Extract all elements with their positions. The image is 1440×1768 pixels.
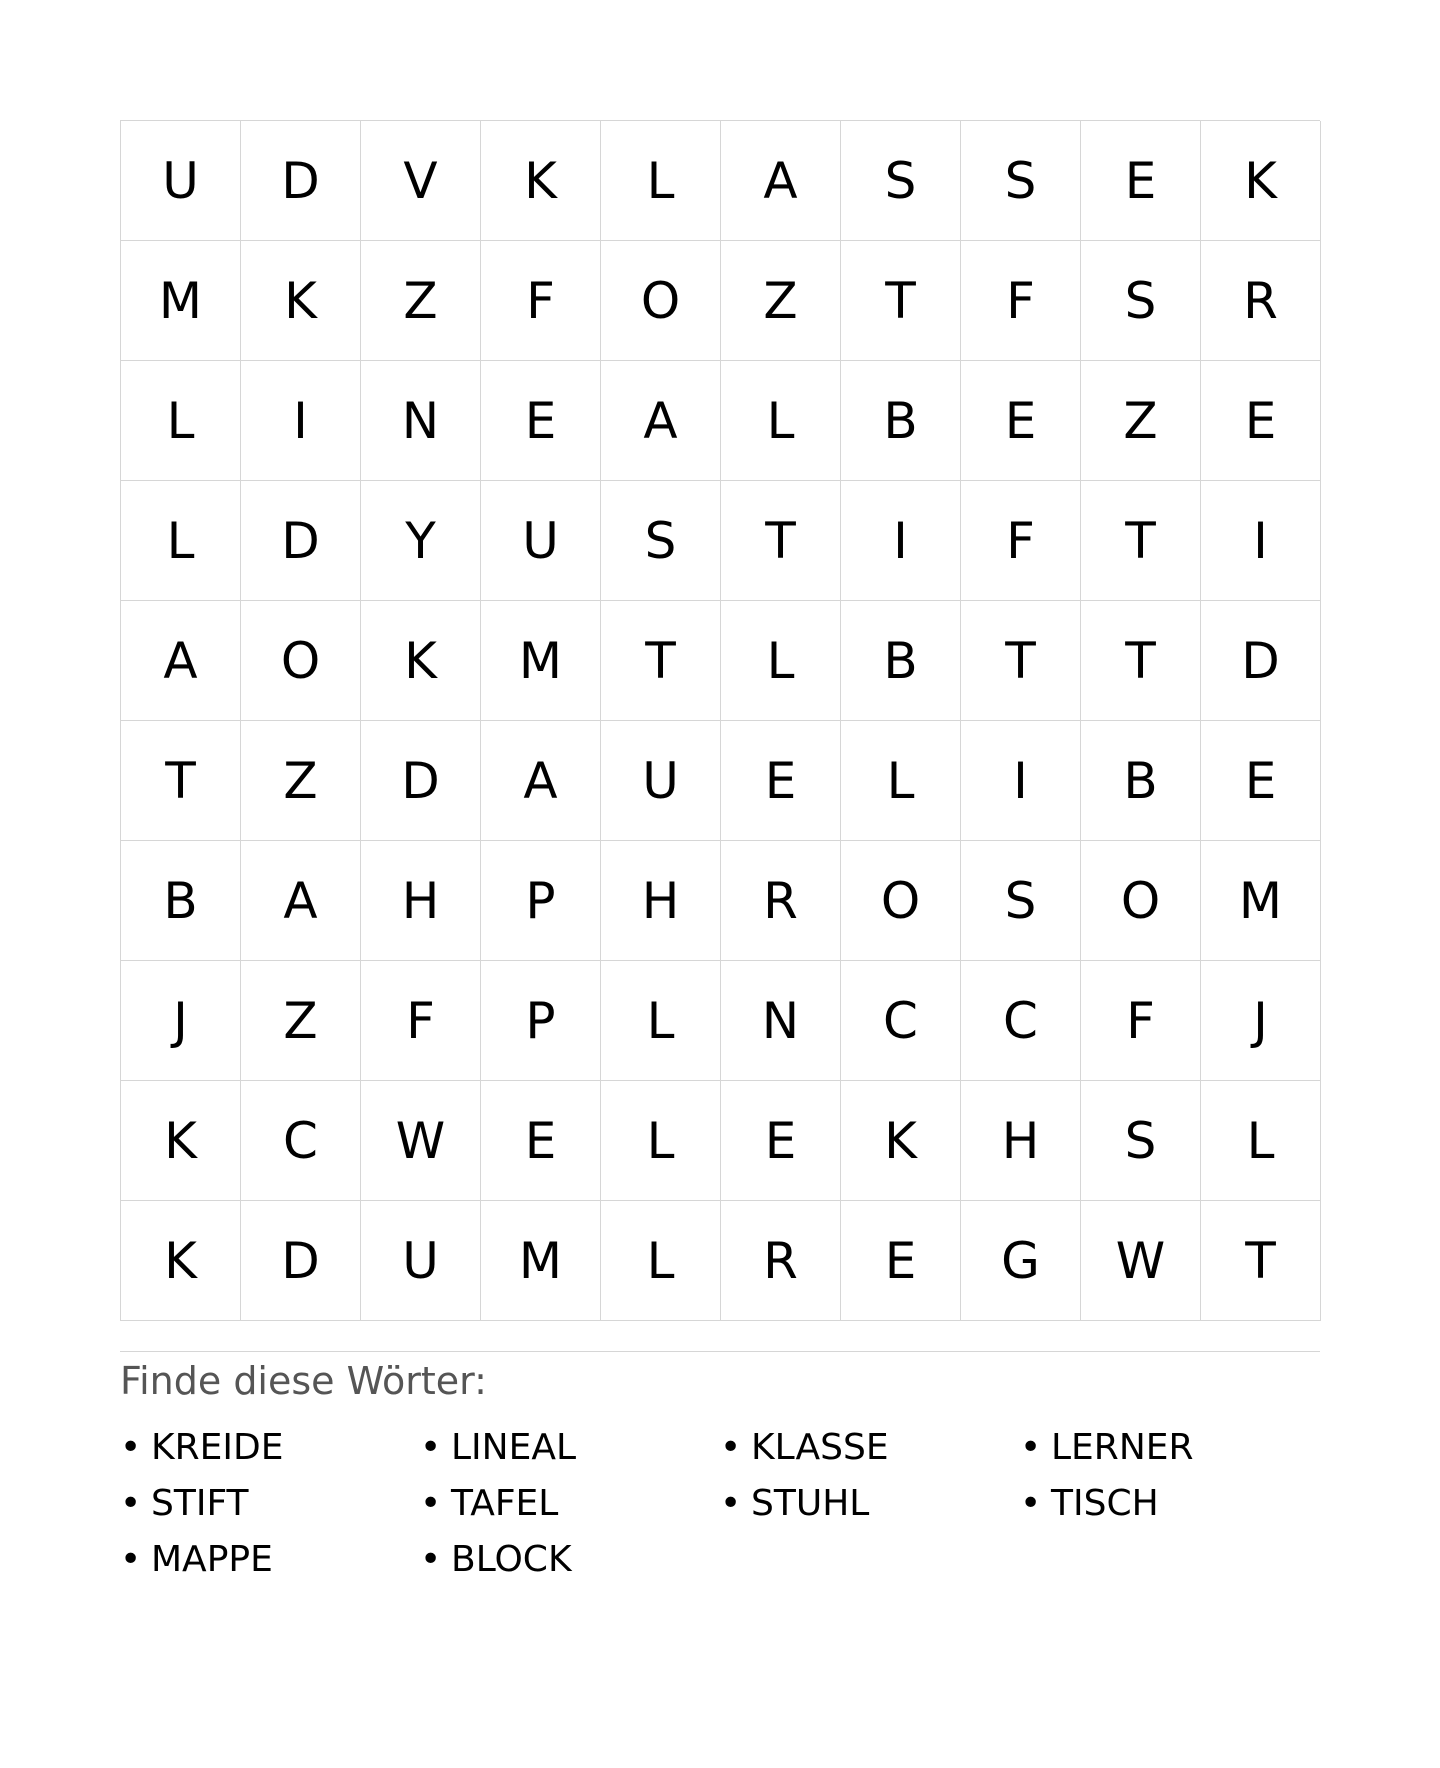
grid-cell-r6-c2[interactable]: Z [241,721,361,841]
grid-cell-r6-c1[interactable]: T [121,721,241,841]
grid-cell-r10-c1[interactable]: K [121,1201,241,1321]
grid-cell-r8-c10[interactable]: J [1201,961,1321,1081]
word-item-stuhl [720,1476,1020,1532]
grid-cell-r10-c8[interactable]: G [961,1201,1081,1321]
grid-cell-r5-c5[interactable]: T [601,601,721,721]
grid-cell-r8-c4[interactable]: P [481,961,601,1081]
grid-cell-r1-c5[interactable]: L [601,121,721,241]
word-item-klasse [720,1420,1020,1476]
word-item-block [420,1532,720,1588]
grid-cell-r6-c5[interactable]: U [601,721,721,841]
letter-grid [120,120,1320,1321]
grid-cell-r6-c8[interactable]: I [961,721,1081,841]
grid-cell-r2-c2[interactable]: K [241,241,361,361]
grid-cell-r2-c10[interactable]: R [1201,241,1321,361]
grid-cell-r10-c3[interactable]: U [361,1201,481,1321]
bullet-icon: • [1020,1427,1042,1468]
grid-cell-r6-c6[interactable]: E [721,721,841,841]
grid-cell-r2-c7[interactable]: T [841,241,961,361]
grid-cell-r4-c1[interactable]: L [121,481,241,601]
grid-cell-r7-c7[interactable]: O [841,841,961,961]
bullet-icon: • [420,1483,442,1524]
grid-cell-r4-c6[interactable]: T [721,481,841,601]
grid-cell-r3-c10[interactable]: E [1201,361,1321,481]
bullet-icon: • [420,1427,442,1468]
grid-cell-r4-c2[interactable]: D [241,481,361,601]
grid-cell-r2-c6[interactable]: Z [721,241,841,361]
grid-cell-r1-c1[interactable]: U [121,121,241,241]
grid-cell-r3-c4[interactable]: E [481,361,601,481]
divider [120,1351,1320,1352]
grid-cell-r5-c8[interactable]: T [961,601,1081,721]
grid-cell-r9-c10[interactable]: L [1201,1081,1321,1201]
word-item-tafel [420,1476,720,1532]
grid-cell-r1-c7[interactable]: S [841,121,961,241]
grid-cell-r4-c10[interactable]: I [1201,481,1321,601]
grid-cell-r9-c1[interactable]: K [121,1081,241,1201]
grid-cell-r10-c5[interactable]: L [601,1201,721,1321]
grid-cell-r7-c8[interactable]: S [961,841,1081,961]
word-item-kreide [120,1420,420,1476]
word-label: LINEAL [451,1427,577,1468]
bullet-icon: • [120,1483,142,1524]
grid-cell-r1-c10[interactable]: K [1201,121,1321,241]
grid-cell-r1-c4[interactable]: K [481,121,601,241]
grid-cell-r10-c4[interactable]: M [481,1201,601,1321]
grid-cell-r5-c3[interactable]: K [361,601,481,721]
grid-cell-r3-c9[interactable]: Z [1081,361,1201,481]
grid-cell-r7-c4[interactable]: P [481,841,601,961]
grid-cell-r4-c3[interactable]: Y [361,481,481,601]
bullet-icon: • [120,1539,142,1580]
grid-cell-r1-c9[interactable]: E [1081,121,1201,241]
word-label: MAPPE [151,1539,273,1580]
grid-cell-r7-c1[interactable]: B [121,841,241,961]
grid-cell-r9-c2[interactable]: C [241,1081,361,1201]
grid-cell-r2-c1[interactable]: M [121,241,241,361]
grid-cell-r9-c3[interactable]: W [361,1081,481,1201]
grid-cell-r2-c5[interactable]: O [601,241,721,361]
word-label: BLOCK [451,1539,572,1580]
word-label: TISCH [1051,1483,1159,1524]
grid-cell-r10-c9[interactable]: W [1081,1201,1201,1321]
grid-cell-r5-c9[interactable]: T [1081,601,1201,721]
grid-cell-r3-c6[interactable]: L [721,361,841,481]
grid-cell-r5-c4[interactable]: M [481,601,601,721]
grid-cell-r8-c6[interactable]: N [721,961,841,1081]
grid-cell-r8-c1[interactable]: J [121,961,241,1081]
grid-cell-r6-c7[interactable]: L [841,721,961,841]
grid-cell-r8-c7[interactable]: C [841,961,961,1081]
grid-cell-r7-c6[interactable]: R [721,841,841,961]
grid-cell-r4-c5[interactable]: S [601,481,721,601]
word-label: LERNER [1051,1427,1194,1468]
word-item-lerner [1020,1420,1320,1476]
grid-cell-r6-c9[interactable]: B [1081,721,1201,841]
grid-cell-r9-c5[interactable]: L [601,1081,721,1201]
word-label: STUHL [751,1483,870,1524]
grid-cell-r5-c2[interactable]: O [241,601,361,721]
grid-cell-r4-c4[interactable]: U [481,481,601,601]
grid-cell-r6-c4[interactable]: A [481,721,601,841]
grid-cell-r9-c8[interactable]: H [961,1081,1081,1201]
word-item-tisch [1020,1476,1320,1532]
grid-cell-r6-c10[interactable]: E [1201,721,1321,841]
grid-cell-r2-c4[interactable]: F [481,241,601,361]
grid-cell-r5-c10[interactable]: D [1201,601,1321,721]
grid-cell-r3-c7[interactable]: B [841,361,961,481]
grid-cell-r1-c2[interactable]: D [241,121,361,241]
word-label: STIFT [151,1483,249,1524]
grid-cell-r10-c7[interactable]: E [841,1201,961,1321]
grid-cell-r4-c9[interactable]: T [1081,481,1201,601]
grid-cell-r8-c2[interactable]: Z [241,961,361,1081]
bullet-icon: • [720,1483,742,1524]
grid-cell-r6-c3[interactable]: D [361,721,481,841]
grid-cell-r2-c8[interactable]: F [961,241,1081,361]
bullet-icon: • [720,1427,742,1468]
grid-cell-r7-c9[interactable]: O [1081,841,1201,961]
grid-cell-r2-c3[interactable]: Z [361,241,481,361]
word-item-lineal [420,1420,720,1476]
bullet-icon: • [1020,1483,1042,1524]
grid-cell-r10-c2[interactable]: D [241,1201,361,1321]
grid-cell-r8-c3[interactable]: F [361,961,481,1081]
grid-cell-r10-c10[interactable]: T [1201,1201,1321,1321]
grid-cell-r1-c8[interactable]: S [961,121,1081,241]
grid-cell-r3-c3[interactable]: N [361,361,481,481]
word-list [120,1420,1320,1588]
bullet-icon: • [120,1427,142,1468]
grid-cell-r7-c10[interactable]: M [1201,841,1321,961]
word-list-title: Finde diese Wörter: [120,1359,487,1403]
grid-cell-r3-c5[interactable]: A [601,361,721,481]
grid-cell-r9-c4[interactable]: E [481,1081,601,1201]
grid-cell-r8-c9[interactable]: F [1081,961,1201,1081]
grid-cell-r3-c2[interactable]: I [241,361,361,481]
grid-cell-r4-c7[interactable]: I [841,481,961,601]
grid-cell-r4-c8[interactable]: F [961,481,1081,601]
grid-cell-r7-c3[interactable]: H [361,841,481,961]
grid-cell-r5-c7[interactable]: B [841,601,961,721]
word-search-page [120,120,1320,1588]
word-label: KREIDE [151,1427,284,1468]
bullet-icon: • [420,1539,442,1580]
grid-cell-r1-c3[interactable]: V [361,121,481,241]
grid-cell-r5-c1[interactable]: A [121,601,241,721]
grid-cell-r9-c9[interactable]: S [1081,1081,1201,1201]
grid-cell-r10-c6[interactable]: R [721,1201,841,1321]
grid-cell-r8-c8[interactable]: C [961,961,1081,1081]
grid-cell-r9-c6[interactable]: E [721,1081,841,1201]
grid-cell-r3-c1[interactable]: L [121,361,241,481]
grid-cell-r2-c9[interactable]: S [1081,241,1201,361]
grid-cell-r8-c5[interactable]: L [601,961,721,1081]
grid-cell-r9-c7[interactable]: K [841,1081,961,1201]
grid-cell-r7-c5[interactable]: H [601,841,721,961]
word-label: KLASSE [751,1427,889,1468]
word-item-mappe [120,1532,420,1588]
grid-cell-r5-c6[interactable]: L [721,601,841,721]
word-item-stift [120,1476,420,1532]
grid-cell-r7-c2[interactable]: A [241,841,361,961]
grid-cell-r1-c6[interactable]: A [721,121,841,241]
word-label: TAFEL [451,1483,559,1524]
grid-cell-r3-c8[interactable]: E [961,361,1081,481]
